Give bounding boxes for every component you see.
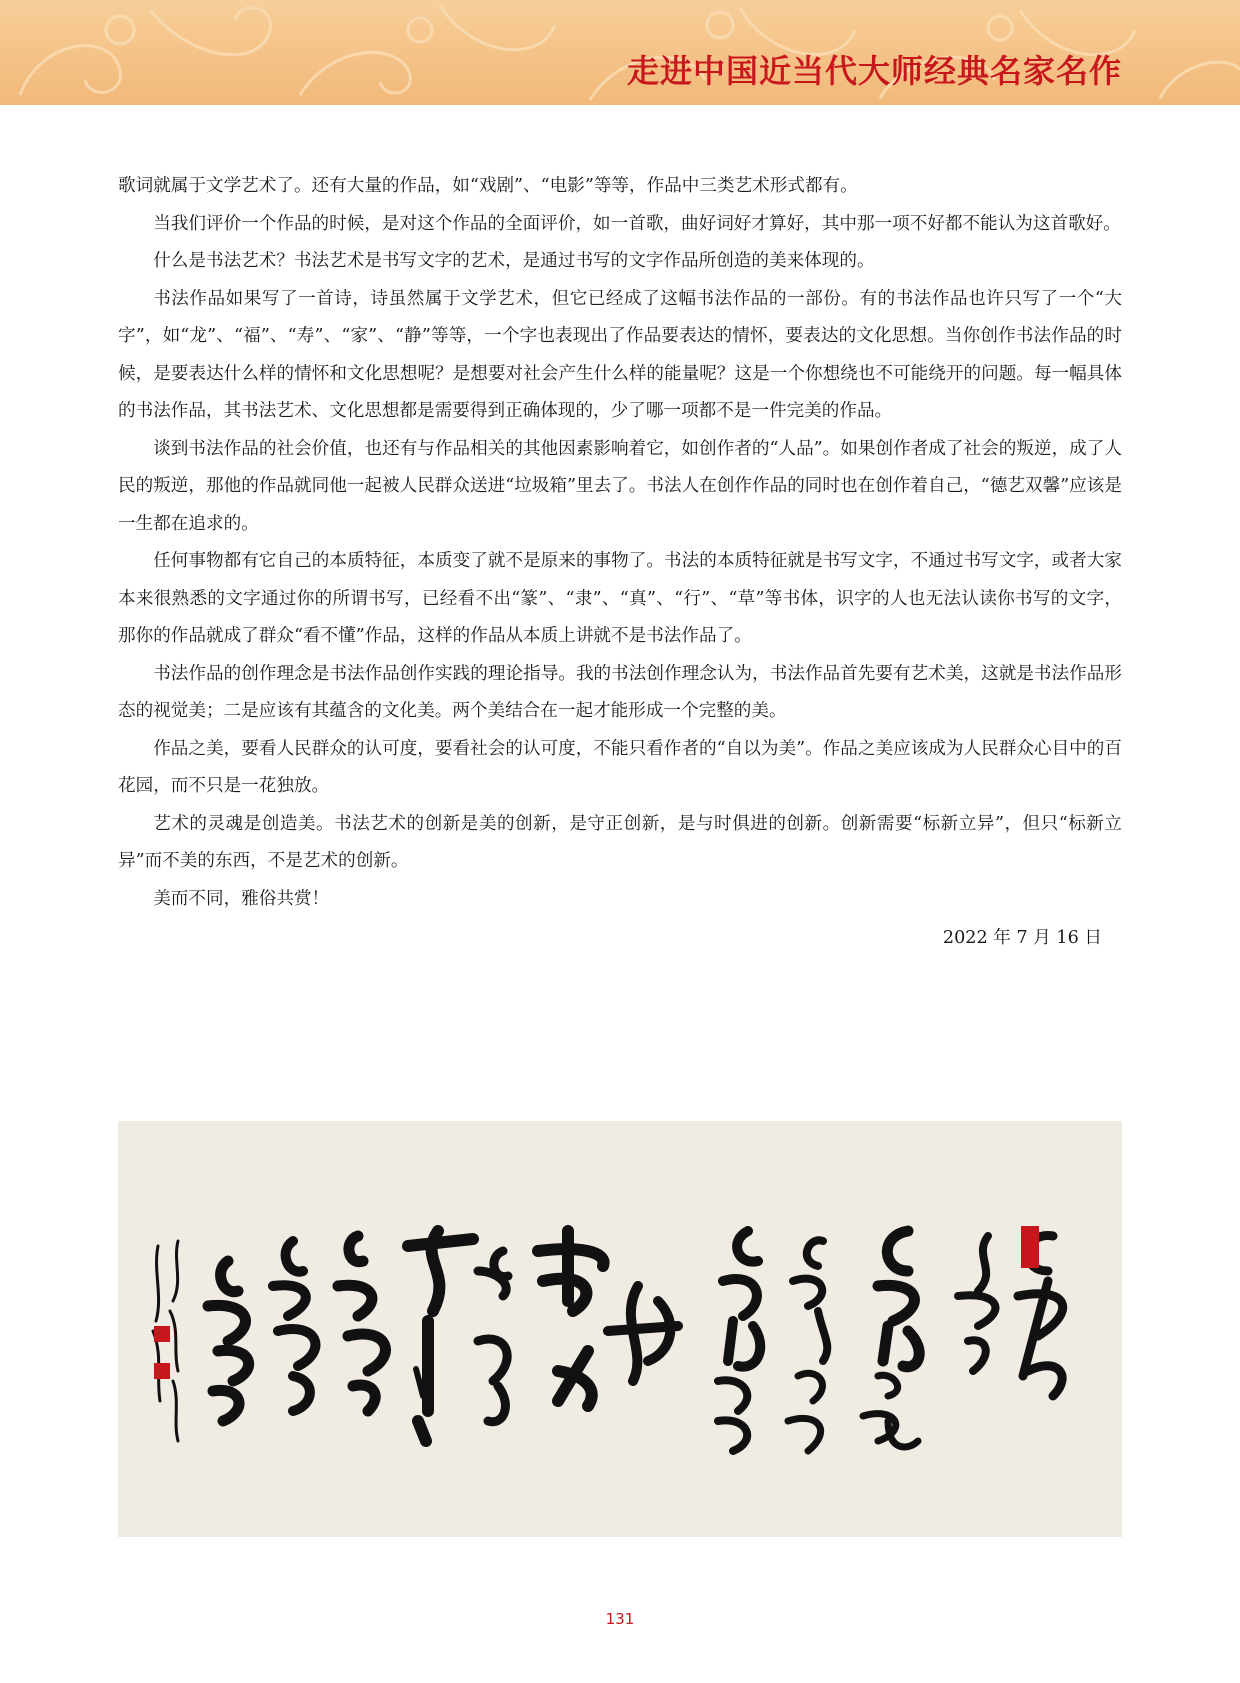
article-date: 2022 年 7 月 16 日 bbox=[942, 928, 1102, 948]
paragraph: 当我们评价一个作品的时候，是对这个作品的全面评价，如一首歌，曲好词好才算好，其中那一项不好都不能认为这首歌好。 bbox=[153, 213, 1121, 234]
header-title: 走进中国近当代大师经典名家名作 bbox=[626, 52, 1122, 90]
seal-top-right bbox=[1021, 1226, 1039, 1268]
paragraph: 谈到书法作品的社会价值，也还有与作品相关的其他因素影响着它，如创作者的“人品”。如果创作者成了社会的叛逆，成了人民的叛逆，那他的作品就同他一起被人民群众送进“垃圾箱”里去了。书法人在创作作品的同时也在创作着自己，“德艺双馨”应该是一生都在追求的。 bbox=[118, 438, 1122, 534]
paragraph: 歌词就属于文学艺术了。还有大量的作品，如“戏剧”、“电影”等等，作品中三类艺术形式都有。 bbox=[118, 176, 858, 196]
article-body bbox=[118, 168, 1122, 958]
paragraph: 书法作品如果写了一首诗，诗虽然属于文学艺术，但它已经成了这幅书法作品的一部份。有的书法作品也许只写了一个“大字”，如“龙”、“福”、“寿”、“家”、“静”等等，一个字也表现出了作品要表达的情怀，要表达的文化思想。当你创作书法作品的时候，是要表达什么样的情怀和文化思想呢？是想要对社会产生什么样的能量呢？这是一个你想绕也不可能绕开的问题。每一幅具体的书法作品，其书法艺术、文化思想都是需要得到正确体现的，少了哪一项都不是一件完美的作品。 bbox=[118, 288, 1122, 421]
calligraphy-strokes bbox=[118, 1121, 1122, 1537]
seal-left-2 bbox=[154, 1363, 170, 1379]
page-number: 131 bbox=[605, 1610, 635, 1628]
calligraphy-artwork bbox=[118, 1121, 1122, 1537]
paragraph: 什么是书法艺术？书法艺术是书写文字的艺术，是通过书写的文字作品所创造的美来体现的。 bbox=[153, 251, 875, 271]
header-banner bbox=[0, 0, 1240, 105]
paragraph: 作品之美，要看人民群众的认可度，要看社会的认可度，不能只看作者的“自以为美”。作品之美应该成为人民群众心目中的百花园，而不只是一花独放。 bbox=[118, 738, 1122, 796]
seal-left-1 bbox=[154, 1326, 170, 1342]
paragraph: 任何事物都有它自己的本质特征，本质变了就不是原来的事物了。书法的本质特征就是书写文字，不通过书写文字，或者大家本来很熟悉的文字通过你的所谓书写，已经看不出“篆”、“隶”、“真”、“行”、“草”等书体，识字的人也无法认读你书写的文字，那你的作品就成了群众“看不懂”作品，这样的作品从本质上讲就不是书法作品了。 bbox=[118, 551, 1122, 646]
paragraph: 艺术的灵魂是创造美。书法艺术的创新是美的创新，是守正创新，是与时俱进的创新。创新需要“标新立异”，但只“标新立异”而不美的东西，不是艺术的创新。 bbox=[118, 813, 1122, 871]
paragraph: 美而不同，雅俗共赏！ bbox=[153, 888, 330, 909]
paragraph: 书法作品的创作理念是书法作品创作实践的理论指导。我的书法创作理念认为，书法作品首先要有艺术美，这就是书法作品形态的视觉美；二是应该有其蕴含的文化美。两个美结合在一起才能形成一个完整的美。 bbox=[118, 663, 1122, 721]
